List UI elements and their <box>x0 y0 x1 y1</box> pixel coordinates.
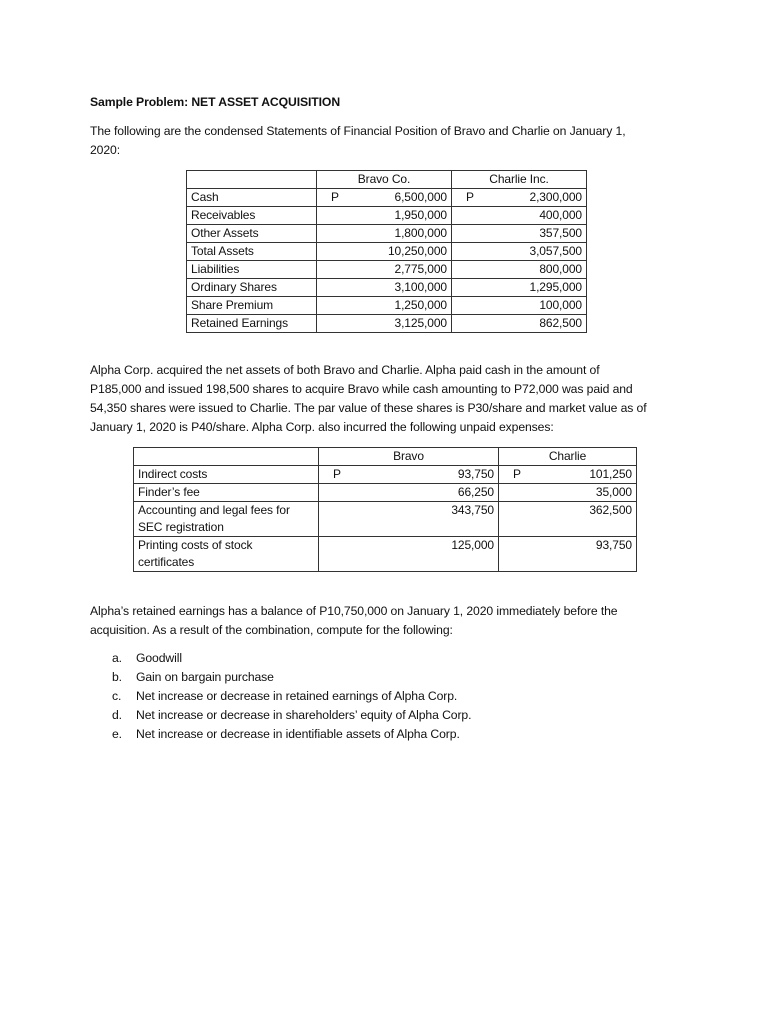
row-label-line: Accounting and legal fees for <box>138 503 290 517</box>
header-row <box>134 448 637 466</box>
column-header <box>187 171 317 189</box>
table-row <box>134 537 637 572</box>
header-row <box>187 171 587 189</box>
row-label: Cash <box>187 189 317 207</box>
row-label: Receivables <box>187 207 317 225</box>
table-row <box>187 279 587 297</box>
bravo-value: 3,100,000 <box>317 279 452 297</box>
charlie-value: 93,750 <box>499 537 637 572</box>
charlie-value <box>499 466 637 484</box>
bravo-value: 1,950,000 <box>317 207 452 225</box>
para2-line-4: January 1, 2020 is P40/share. Alpha Corp. also incurred the following unpaid expenses: <box>90 420 554 434</box>
currency-symbol: P <box>333 467 341 481</box>
charlie-value: 35,000 <box>499 484 637 502</box>
cell-value: 6,500,000 <box>394 190 447 204</box>
list-marker: b. <box>112 670 122 684</box>
column-header: Charlie <box>499 448 637 466</box>
para3-line-2: acquisition. As a result of the combination, compute for the following: <box>90 623 453 637</box>
unpaid-expenses-table <box>133 447 637 572</box>
financial-position-table <box>186 170 587 333</box>
bravo-value: 10,250,000 <box>317 243 452 261</box>
charlie-value: 400,000 <box>452 207 587 225</box>
table-row <box>134 466 637 484</box>
column-header: Bravo <box>319 448 499 466</box>
list-marker: e. <box>112 727 122 741</box>
charlie-value: 1,295,000 <box>452 279 587 297</box>
table-row <box>134 502 637 537</box>
table-row <box>187 243 587 261</box>
bravo-value <box>317 189 452 207</box>
bravo-value: 1,800,000 <box>317 225 452 243</box>
row-label-line: Indirect costs <box>138 467 208 481</box>
row-label: Liabilities <box>187 261 317 279</box>
list-item: Net increase or decrease in shareholders’ equity of Alpha Corp. <box>136 708 472 722</box>
bravo-value <box>319 466 499 484</box>
bravo-value: 1,250,000 <box>317 297 452 315</box>
currency-symbol: P <box>513 467 521 481</box>
currency-symbol: P <box>466 190 474 204</box>
row-label-line: Printing costs of stock <box>138 538 253 552</box>
row-label <box>134 466 319 484</box>
charlie-value: 362,500 <box>499 502 637 537</box>
cell-value: 93,750 <box>457 467 494 481</box>
intro-line-1: The following are the condensed Statements of Financial Position of Bravo and Charlie on January 1, <box>90 124 626 138</box>
row-label <box>134 502 319 537</box>
cell-value: 2,300,000 <box>529 190 582 204</box>
list-marker: d. <box>112 708 122 722</box>
currency-symbol: P <box>331 190 339 204</box>
list-item: Net increase or decrease in identifiable assets of Alpha Corp. <box>136 727 460 741</box>
bravo-value: 343,750 <box>319 502 499 537</box>
charlie-value: 357,500 <box>452 225 587 243</box>
para2-line-3: 54,350 shares were issued to Charlie. The par value of these shares is P30/share and market value as of <box>90 401 647 415</box>
para2-line-2: P185,000 and issued 198,500 shares to acquire Bravo while cash amounting to P72,000 was paid and <box>90 382 633 396</box>
charlie-value: 862,500 <box>452 315 587 333</box>
list-item: Gain on bargain purchase <box>136 670 274 684</box>
list-marker: a. <box>112 651 122 665</box>
charlie-value: 100,000 <box>452 297 587 315</box>
row-label: Share Premium <box>187 297 317 315</box>
charlie-value: 3,057,500 <box>452 243 587 261</box>
row-label: Retained Earnings <box>187 315 317 333</box>
table-row <box>187 261 587 279</box>
para2-line-1: Alpha Corp. acquired the net assets of both Bravo and Charlie. Alpha paid cash in the amount of <box>90 363 600 377</box>
row-label-line: certificates <box>138 555 195 569</box>
column-header: Charlie Inc. <box>452 171 587 189</box>
row-label <box>134 537 319 572</box>
table-row <box>187 225 587 243</box>
bravo-value: 2,775,000 <box>317 261 452 279</box>
row-label: Other Assets <box>187 225 317 243</box>
list-item: Goodwill <box>136 651 182 665</box>
row-label: Ordinary Shares <box>187 279 317 297</box>
list-marker: c. <box>112 689 122 703</box>
bravo-value: 66,250 <box>319 484 499 502</box>
table-row <box>187 315 587 333</box>
list-item: Net increase or decrease in retained earnings of Alpha Corp. <box>136 689 458 703</box>
page-title: Sample Problem: NET ASSET ACQUISITION <box>90 95 341 109</box>
row-label-line: Finder’s fee <box>138 485 200 499</box>
table-row <box>134 484 637 502</box>
intro-line-2: 2020: <box>90 143 120 157</box>
column-header: Bravo Co. <box>317 171 452 189</box>
table-row <box>187 207 587 225</box>
bravo-value: 3,125,000 <box>317 315 452 333</box>
row-label-line: SEC registration <box>138 520 224 534</box>
cell-value: 101,250 <box>589 467 632 481</box>
charlie-value <box>452 189 587 207</box>
charlie-value: 800,000 <box>452 261 587 279</box>
column-header <box>134 448 319 466</box>
bravo-value: 125,000 <box>319 537 499 572</box>
para3-line-1: Alpha’s retained earnings has a balance of P10,750,000 on January 1, 2020 immediately before the <box>90 604 618 618</box>
table-row <box>187 297 587 315</box>
row-label <box>134 484 319 502</box>
row-label: Total Assets <box>187 243 317 261</box>
table-row <box>187 189 587 207</box>
